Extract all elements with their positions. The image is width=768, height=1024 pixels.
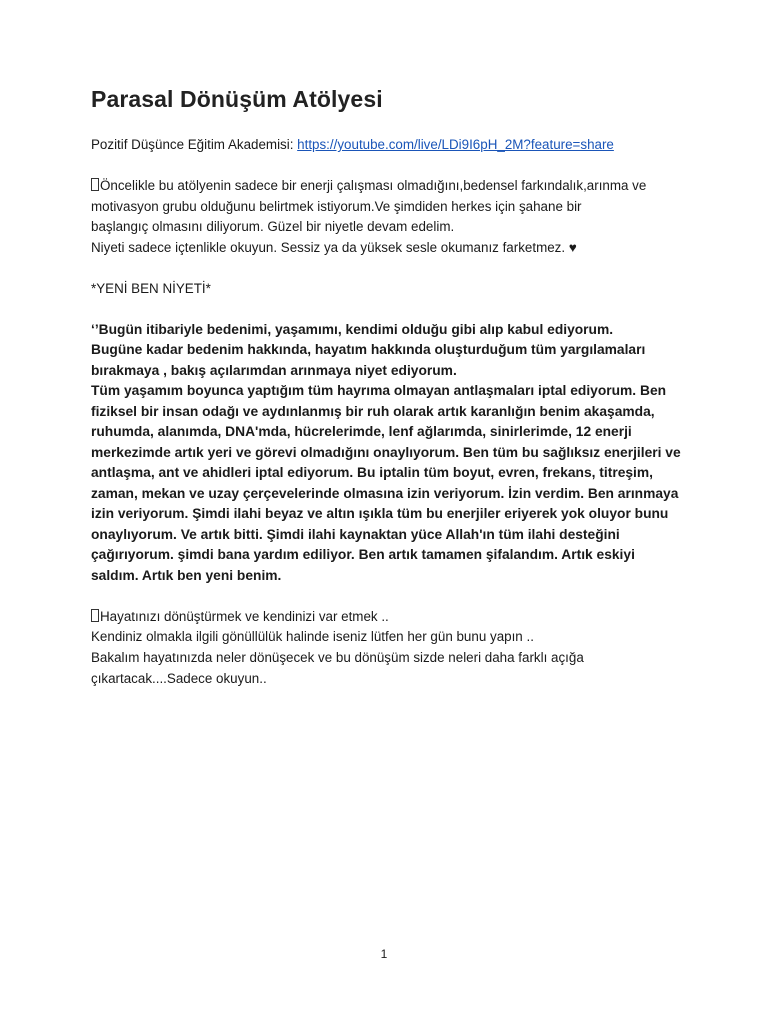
- intro-line-3: başlangıç olmasını diliyorum. Güzel bir niyetle devam edelim.: [91, 219, 455, 235]
- document-title: Parasal Dönüşüm Atölyesi: [91, 86, 383, 112]
- intention-line: Bugüne kadar bedenim hakkında, hayatım hakkında oluşturduğum tüm yargılamaları: [91, 342, 646, 358]
- intention-line: çağırıyorum. şimdi bana yardım ediliyor. Ben artık tamamen şifalandım. Artık eskiyi: [91, 547, 635, 563]
- source-label: Pozitif Düşünce Eğitim Akademisi:: [91, 137, 298, 152]
- intention-line: bırakmaya , bakış açılarımdan arınmaya niyet ediyorum.: [91, 362, 457, 378]
- intention-line: ‘’Bugün itibariyle bedenimi, yaşamımı, kendimi olduğu gibi alıp kabul ediyorum.: [91, 321, 614, 337]
- intention-line: antlaşma, ant ve ahidleri iptal ediyorum. Bu iptalin tüm boyut, evren, frekans, titreşim,: [91, 465, 653, 481]
- page-number: 1: [380, 947, 388, 961]
- intention-line: saldım. Artık ben yeni benim.: [91, 567, 282, 583]
- source-line: [91, 135, 681, 156]
- intention-line: fiziksel bir insan odağı ve aydınlanmış bir ruh olarak artık karanlığın benim akaşamda,: [91, 403, 655, 419]
- intention-text: [91, 306, 681, 587]
- intention-line: Tüm yaşamım boyunca yaptığım tüm hayrıma olmayan antlaşmaları iptal ediyorum. Ben: [91, 383, 667, 399]
- closing-line-1: Hayatınızı dönüştürmek ve kendinizi var etmek ..: [91, 607, 681, 628]
- intention-line: ruhumda, alanımda, DNA'mda, hücrelerimde, lenf ağlarımda, sinirlerimde, 12 enerji: [91, 424, 632, 440]
- youtube-link[interactable]: https://youtube.com/live/LDi9I6pH_2M?feature=share: [297, 137, 614, 152]
- intro-line-2: motivasyon grubu olduğunu belirtmek istiyorum.Ve şimdiden herkes için şahane bir: [91, 198, 582, 214]
- section-heading: *YENİ BEN NİYETİ*: [91, 281, 211, 297]
- intention-line: merkezimde artık yeri ve görevi olmadığını onaylıyorum. Ben tüm bu sağlıksız enerjileri ve: [91, 444, 681, 460]
- intro-line-1: Öncelikle bu atölyenin sadece bir enerji çalışması olmadığını,bedensel farkındalık,arınma ve: [91, 176, 681, 197]
- missing-glyph-icon: [91, 609, 99, 622]
- intention-line: onaylıyorum. Ve artık bitti. Şimdi ilahi kaynaktan yüce Allah'ın tüm ilahi desteğini: [91, 526, 620, 542]
- missing-glyph-icon: [91, 178, 99, 191]
- intro-line-4: Niyeti sadece içtenlikle okuyun. Sessiz ya da yüksek sesle okumanız farketmez. ♥: [91, 239, 577, 255]
- closing-line-4: çıkartacak....Sadece okuyun..: [91, 670, 267, 686]
- closing-line-3: Bakalım hayatınızda neler dönüşecek ve bu dönüşüm sizde neleri daha farklı açığa: [91, 650, 584, 666]
- document-page: [91, 86, 681, 689]
- closing-line-2: Kendiniz olmakla ilgili gönüllülük halinde iseniz lütfen her gün bunu yapın ..: [91, 629, 534, 645]
- intention-line: zaman, mekan ve uzay çerçevelerinde olmasına izin veriyorum. İzin verdim. Ben arınmaya: [91, 485, 679, 501]
- intention-line: izin veriyorum. Şimdi ilahi beyaz ve altın ışıkla tüm bu enerjiler eriyerek yok oluyor bunu: [91, 506, 669, 522]
